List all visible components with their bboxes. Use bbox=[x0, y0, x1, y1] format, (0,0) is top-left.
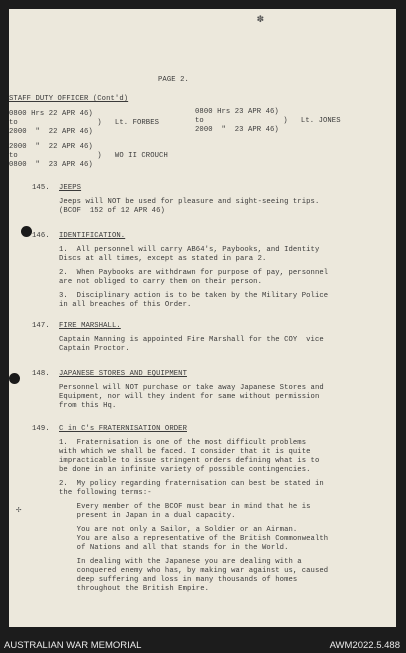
section-title: FIRE MARSHALL. bbox=[59, 322, 121, 330]
document-page bbox=[9, 9, 396, 627]
archive-name: AUSTRALIAN WAR MEMORIAL bbox=[4, 640, 142, 651]
section-line: 2. When Paybooks are withdrawn for purpose of pay, personnel bbox=[59, 269, 329, 277]
section-line: Equipment, nor will they indent for same without permission bbox=[59, 393, 320, 401]
ink-mark: ✽ bbox=[257, 14, 264, 26]
section-line: Personnel will NOT purchase or take away Japanese Stores and bbox=[59, 384, 324, 392]
section-line: You are also a representative of the British Commonwealth bbox=[59, 535, 329, 543]
archive-reference: AWM2022.5.488 bbox=[329, 640, 400, 651]
duty-roster-bottom-line: to ) WO II CROUCH bbox=[9, 152, 168, 160]
section-line: be done in an infinite variety of possible contingencies. bbox=[59, 466, 311, 474]
section-title: C in C's FRATERNISATION ORDER bbox=[59, 425, 187, 433]
section-line: with which we shall be faced. I consider that it is quite bbox=[59, 448, 311, 456]
section-line: 1. Fraternisation is one of the most difficult problems bbox=[59, 439, 307, 447]
section-title: JEEPS bbox=[59, 184, 82, 192]
section-title: IDENTIFICATION. bbox=[59, 232, 126, 240]
section-line: (BCOF 152 of 12 APR 46) bbox=[59, 207, 165, 215]
section-line: Discs at all times, except as stated in para 2. bbox=[59, 255, 267, 263]
section-line: 1. All personnel will carry AB64's, Paybooks, and Identity bbox=[59, 246, 320, 254]
section-number: 146. bbox=[32, 232, 50, 240]
staff-duty-heading: STAFF DUTY OFFICER (Cont'd) bbox=[9, 95, 129, 103]
punch-hole bbox=[9, 373, 20, 384]
section-title: JAPANESE STORES AND EQUIPMENT bbox=[59, 370, 187, 378]
section-line: Captain Proctor. bbox=[59, 345, 130, 353]
section-line: from this Hq. bbox=[59, 402, 117, 410]
staple-mark: ✢ bbox=[16, 505, 22, 515]
section-line: 3. Disciplinary action is to be taken by the Military Police bbox=[59, 292, 329, 300]
section-line: impracticable to issue stringent orders defining what is to bbox=[59, 457, 320, 465]
section-line: Captain Manning is appointed Fire Marshall for the COY vice bbox=[59, 336, 324, 344]
duty-roster-left-line: 0800 Hrs 22 APR 46) bbox=[9, 110, 93, 118]
section-line: in all breaches of this Order. bbox=[59, 301, 192, 309]
duty-roster-right-line: 0800 Hrs 23 APR 46) bbox=[195, 108, 279, 116]
section-line: conquered enemy who has, by making war against us, caused bbox=[59, 567, 329, 575]
section-line: deep suffering and loss in many thousands of homes bbox=[59, 576, 298, 584]
section-line: You are not only a Sailor, a Soldier or an Airman. bbox=[59, 526, 298, 534]
section-line: present in Japan in a dual capacity. bbox=[59, 512, 236, 520]
duty-roster-bottom-line: 0800 " 23 APR 46) bbox=[9, 161, 93, 169]
section-number: 147. bbox=[32, 322, 50, 330]
duty-roster-left-line: 2000 " 22 APR 46) bbox=[9, 128, 93, 136]
section-line: of Nations and all that stands for in the World. bbox=[59, 544, 289, 552]
section-number: 148. bbox=[32, 370, 50, 378]
section-line: Jeeps will NOT be used for pleasure and sight-seeing trips. bbox=[59, 198, 320, 206]
section-line: Every member of the BCOF must bear in mind that he is bbox=[59, 503, 311, 511]
duty-roster-right-line: 2000 " 23 APR 46) bbox=[195, 126, 279, 134]
section-number: 149. bbox=[32, 425, 50, 433]
punch-hole bbox=[21, 226, 32, 237]
archive-footer bbox=[0, 638, 406, 653]
page-number: PAGE 2. bbox=[158, 76, 189, 84]
section-line: 2. My policy regarding fraternisation can best be stated in bbox=[59, 480, 324, 488]
section-line: are not obliged to carry them on their person. bbox=[59, 278, 263, 286]
section-line: throughout the British Empire. bbox=[59, 585, 210, 593]
duty-roster-bottom-line: 2000 " 22 APR 46) bbox=[9, 143, 93, 151]
section-number: 145. bbox=[32, 184, 50, 192]
section-line: In dealing with the Japanese you are dealing with a bbox=[59, 558, 302, 566]
duty-roster-left-line: to ) Lt. FORBES bbox=[9, 119, 160, 127]
duty-roster-right-line: to ) Lt. JONES bbox=[195, 117, 341, 125]
section-line: the following terms:- bbox=[59, 489, 152, 497]
